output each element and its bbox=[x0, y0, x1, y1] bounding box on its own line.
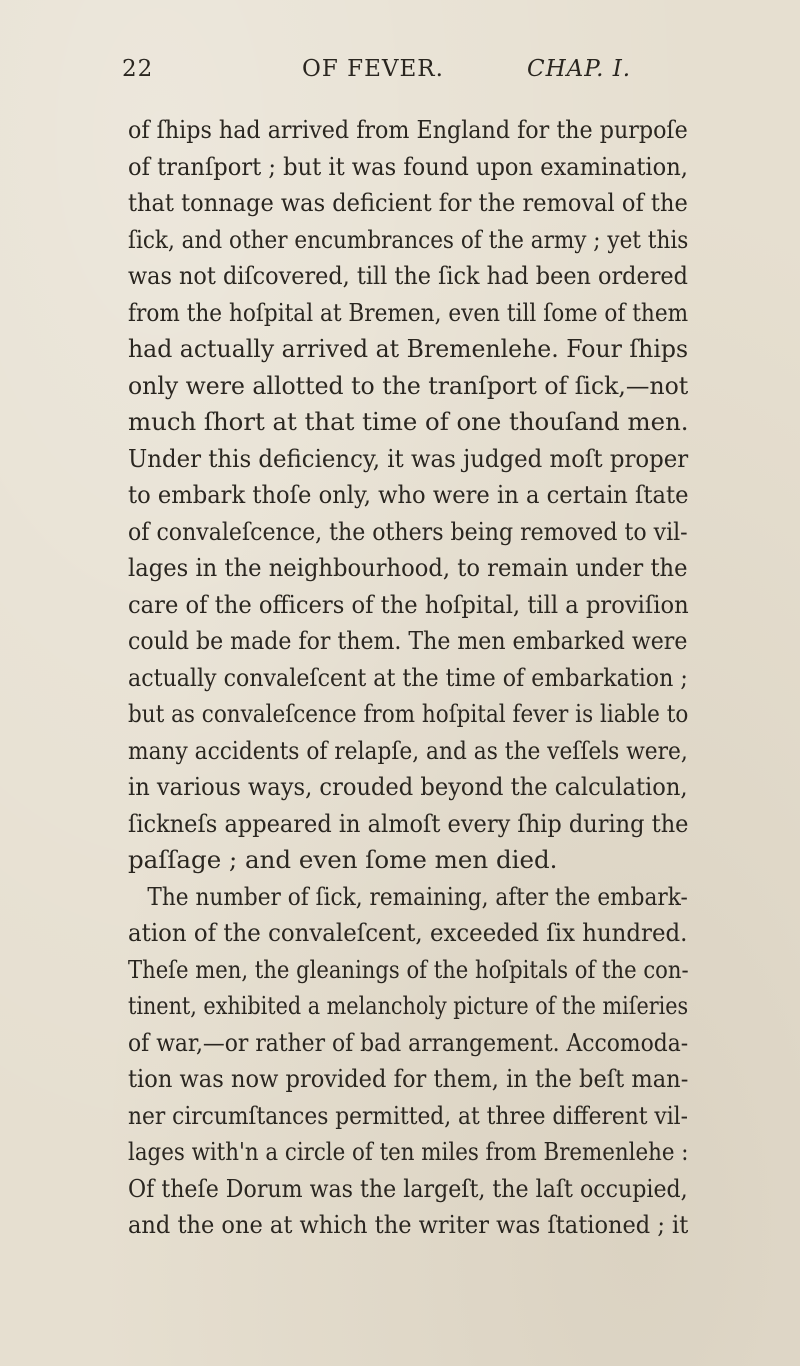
text-line: Theſe men, the gleanings of the hoſpitals of the con- bbox=[128, 954, 689, 984]
text-line: only were allotted to the tranſport of ſick,—not bbox=[128, 370, 689, 400]
text-line: Of theſe Dorum was the largeſt, the laſt occupied, bbox=[128, 1173, 688, 1203]
text-line: to embark thoſe only, who were in a certain ſtate bbox=[128, 480, 689, 509]
text-line: had actually arrived at Bremenlehe. Four ſhips bbox=[128, 334, 689, 363]
text-line: of war,—or rather of bad arrangement. Accomoda- bbox=[128, 1027, 689, 1057]
running-head bbox=[122, 56, 682, 92]
text-line: ation of the convaleſcent, exceeded ſix hundred. bbox=[128, 918, 688, 947]
text-line: of tranſport ; but it was found upon examination, bbox=[128, 151, 688, 181]
text-line: paſſage ; and even ſome men died. bbox=[128, 845, 558, 874]
text-line: actually convaleſcent at the time of embarkation ; bbox=[128, 662, 688, 692]
section-title: OF FEVER. bbox=[302, 56, 444, 82]
chapter-label: CHAP. I. bbox=[527, 56, 632, 82]
text-line: of ſhips had arrived from England for the purpoſe bbox=[128, 115, 688, 144]
text-line: ner circumſtances permitted, at three different vil- bbox=[128, 1100, 688, 1130]
text-line: ſickneſs appeared in almoſt every ſhip during the bbox=[128, 808, 689, 838]
text-line: that tonnage was deficient for the removal of the bbox=[128, 188, 688, 217]
text-line: much ſhort at that time of one thouſand men. bbox=[128, 407, 689, 436]
text-line: could be made for them. The men embarked were bbox=[128, 626, 688, 655]
text-line: many accidents of relapſe, and as the veſſels were, bbox=[128, 735, 688, 765]
text-line: of convaleſcence, the others being removed to vil- bbox=[128, 516, 688, 546]
text-line: care of the officers of the hoſpital, till a proviſion bbox=[128, 589, 689, 619]
text-line: was not diſcovered, till the ſick had been ordered bbox=[128, 261, 688, 290]
page-number: 22 bbox=[122, 56, 154, 82]
text-line: in various ways, crouded beyond the calculation, bbox=[128, 772, 688, 801]
text-line: tinent, exhibited a melancholy picture of the miſeries bbox=[128, 991, 689, 1020]
text-line: from the hoſpital at Bremen, even till ſome of them bbox=[128, 297, 689, 327]
text-line: Under this deficiency, it was judged moſt proper bbox=[128, 443, 689, 473]
text-line: lages with'n a circle of ten miles from Bremenlehe : bbox=[128, 1137, 689, 1166]
text-line: but as convaleſcence from hoſpital fever is liable to bbox=[128, 699, 689, 728]
text-line: tion was now provided for them, in the beſt man- bbox=[128, 1064, 689, 1093]
text-line: lages in the neighbourhood, to remain under the bbox=[128, 553, 688, 582]
text-line: ſick, and other encumbrances of the army ; yet this bbox=[128, 224, 689, 254]
text-line: and the one at which the writer was ſtationed ; it bbox=[128, 1210, 689, 1239]
body-text bbox=[128, 112, 688, 1244]
text-line: The number of ſick, remaining, after the embark- bbox=[147, 881, 688, 911]
